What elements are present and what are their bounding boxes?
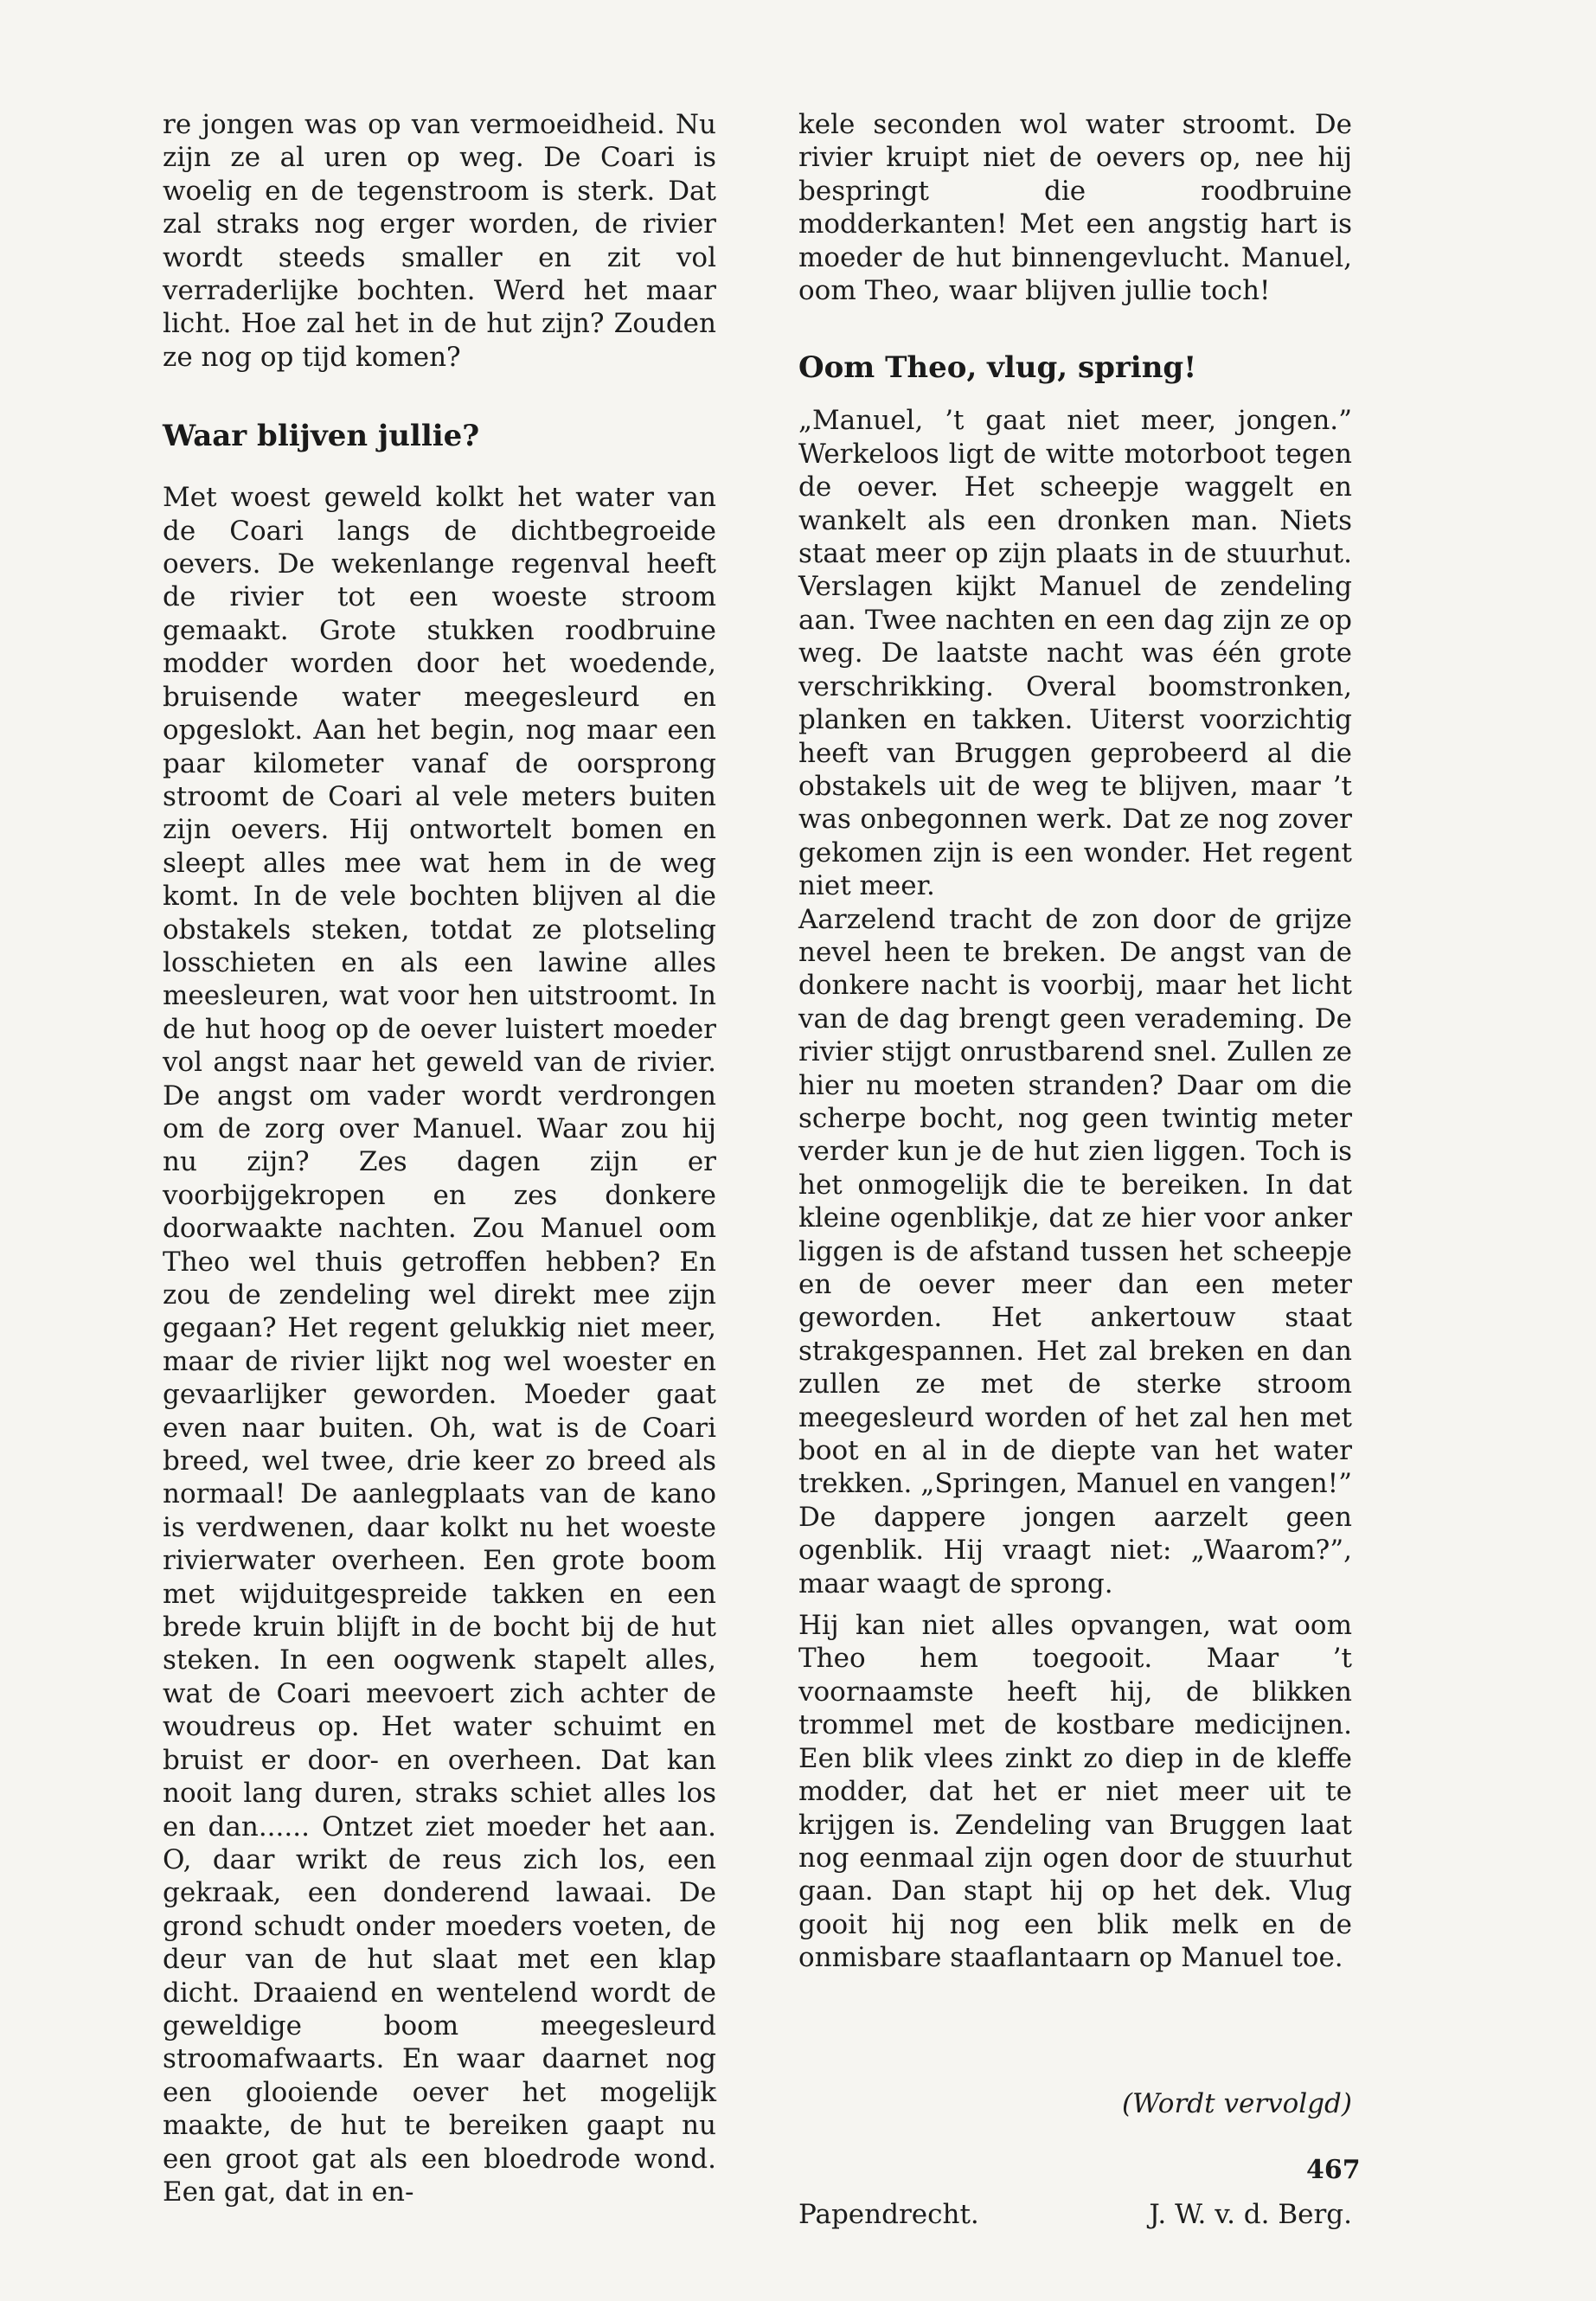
author-name: J. W. v. d. Berg. — [1149, 2199, 1352, 2230]
left-intro-paragraph: re jongen was op van vermoeidheid. Nu zijn ze al uren op weg. De Coari is woelig en de tegenstroom is sterk. Dat zal straks nog erger worden, de rivier wordt steeds smaller en zit vol verraderlijke bochten. Werd het maar licht. Hoe zal het in de hut zijn? Zouden ze nog op tijd komen? — [163, 109, 716, 373]
right-body-paragraph-2: Aarzelend tracht de zon door de grijze nevel heen te breken. De angst van de donkere nacht is voorbij, maar het licht van de dag brengt geen verademing. De rivier stijgt onrustbarend snel. Zullen ze hier nu moeten stranden? Daar om die scherpe bocht, nog geen twintig meter verder kun je de hut zien liggen. Toch is het onmogelijk die te bereiken. In dat kleine ogenblikje, dat ze hier voor anker liggen is de afstand tussen het scheepje en de oever meer dan een meter geworden. Het ankertouw staat strakgespannen. Het zal breken en dan zullen ze met de sterke stroom meegesleurd worden of het zal hen met boot en al in de diepte van het water trekken. „Springen, Manuel en vangen!” De dappere jongen aarzelt geen ogenblik. Hij vraagt niet: „Waarom?”, maar waagt de sprong. — [798, 903, 1352, 1599]
left-body-paragraph: Met woest geweld kolkt het water van de Coari langs de dichtbegroeide oevers. De wekenlange regenval heeft de rivier tot een woeste stroom gemaakt. Grote stukken roodbruine modder worden door het woedende, bruisende water meegesleurd en opgeslokt. Aan het begin, nog maar een paar kilometer vanaf de oorsprong stroomt de Coari al vele meters buiten zijn oevers. Hij ontwortelt bomen en sleept alles mee wat hem in de weg komt. In de vele bochten blijven al die obstakels steken, totdat ze plotseling losschieten en als een lawine alles meesleuren, wat voor hen uitstroomt. In de hut hoog op de oever luistert moeder vol angst naar het geweld van de rivier. De angst om vader wordt verdrongen om de zorg over Manuel. Waar zou hij nu zijn? Zes dagen zijn er voorbijgekropen en zes donkere doorwaakte nachten. Zou Manuel oom Theo wel thuis getroffen hebben? En zou de zendeling wel direkt mee zijn gegaan? Het regent gelukkig niet meer, maar de rivier lijkt nog wel woester en gevaarlijker geworden. Moeder gaat even naar buiten. Oh, wat is de Coari breed, wel twee, drie keer zo breed als normaal! De aanlegplaats van de kano is verdwenen, daar kolkt nu het woeste rivierwater overheen. Een grote boom met wijduitgespreide takken en een brede kruin blijft in de bocht bij de hut steken. In een oogwenk stapelt alles, wat de Coari meevoert zich achter de woudreus op. Het water schuimt en bruist er door- en overheen. Dat kan nooit lang duren, straks schiet alles los en dan...... Ontzet ziet moeder het aan. O, daar wrikt de reus zich los, een gekraak, een donderend lawaai. De grond schudt onder moeders voeten, de deur van de hut slaat met een klap dicht. Draaiend en wentelend wordt de geweldige boom meegesleurd stroomafwaarts. En waar daarnet nog een glooiende oever het mogelijk maakte, de hut te bereiken gaapt nu een groot gat als een bloedrode wond. Een gat, dat in en- — [163, 482, 716, 2208]
section-heading-waar-blijven-jullie: Waar blijven jullie? — [163, 419, 480, 454]
right-column — [798, 108, 1352, 2232]
right-body-paragraph-1: „Manuel, ’t gaat niet meer, jongen.” Werkeloos ligt de witte motorboot tegen de oever. Het scheepje waggelt en wankelt als een dronken man. Niets staat meer op zijn plaats in de stuurhut. Verslagen kijkt Manuel de zendeling aan. Twee nachten en een dag zijn ze op weg. De laatste nacht was één grote verschrikking. Overal boomstronken, planken en takken. Uiterst voorzichtig heeft van Bruggen geprobeerd al die obstakels uit de weg te blijven, maar ’t was onbegonnen werk. Dat ze nog zover gekomen zijn is een wonder. Het regent niet meer. — [798, 405, 1352, 902]
left-column — [163, 108, 716, 2208]
right-intro-paragraph: kele seconden wol water stroomt. De rivier kruipt niet de oevers op, nee hij bespringt die roodbruine modderkanten! Met een angstig hart is moeder de hut binnengevlucht. Manuel, oom Theo, waar blijven jullie toch! — [798, 109, 1352, 307]
to-be-continued-note: (Wordt vervolgd) — [1121, 2088, 1352, 2119]
right-body-paragraph-3: Hij kan niet alles opvangen, wat oom Theo hem toegooit. Maar ’t voornaamste heeft hij, de blikken trommel met de kostbare medicijnen. Een blik vlees zinkt zo diep in de kleffe modder, dat het er niet meer uit te krijgen is. Zendeling van Bruggen laat nog eenmaal zijn ogen door de stuurhut gaan. Dan stapt hij op het dek. Vlug gooit hij nog een blik melk en de onmisbare staaflantaarn op Manuel toe. — [798, 1610, 1352, 1974]
section-heading-oom-theo: Oom Theo, vlug, spring! — [798, 350, 1197, 386]
page-number: 467 — [1306, 2155, 1361, 2185]
place-name: Papendrecht. — [798, 2199, 979, 2230]
